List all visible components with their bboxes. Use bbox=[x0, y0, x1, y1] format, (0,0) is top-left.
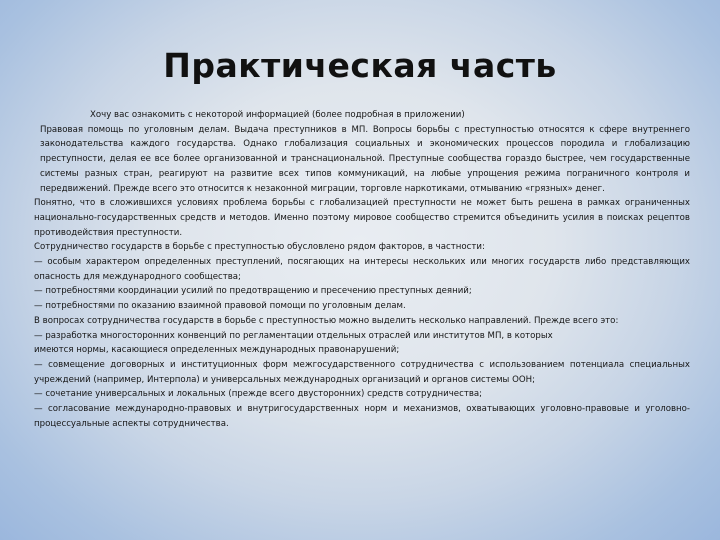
list-item: — особым характером определенных преступлений, посягающих на интересы нескольких или многих государств либо представляющих опасность для международного сообщества; bbox=[34, 257, 690, 282]
paragraph: Правовая помощь по уголовным делам. Выдача преступников в МП. Вопросы борьбы с преступностью относятся к сфере внутреннего законодательства каждого государства. Однако глобализация социальных и экономических процессов породила и глобализацию преступности, делая ее все более организованной и транснациональной. Преступные сообщества гораздо быстрее, чем государственные системы разных стран, реагируют на развитие всех типов коммуникаций, на любые упрощения режима пограничного контроля и передвижений. Прежде всего это относится к незаконной миграции, торговле наркотиками, отмыванию «грязных» денег. bbox=[40, 124, 690, 194]
paragraph: Сотрудничество государств в борьбе с преступностью обусловлено рядом факторов, в частности: bbox=[34, 242, 485, 253]
intro-line: Хочу вас ознакомить с некоторой информацией (более подробная в приложении) bbox=[90, 110, 465, 120]
list-item: — разработка многосторонних конвенций по регламентации отдельных отраслей или институтов МП, в которых bbox=[34, 330, 553, 341]
list-item: — согласование международно-правовых и внутригосударственных норм и механизмов, охватывающих уголовно-правовые и уголовно-процессуальные аспекты сотрудничества. bbox=[34, 404, 690, 429]
list-item-continuation: имеются нормы, касающиеся определенных международных правонарушений; bbox=[34, 345, 400, 356]
paragraph: В вопросах сотрудничества государств в борьбе с преступностью можно выделить несколько направлений. Прежде всего это: bbox=[34, 315, 619, 326]
list-item: — сочетание универсальных и локальных (прежде всего двусторонних) средств сотрудничества; bbox=[34, 389, 483, 400]
slide-body bbox=[34, 108, 690, 431]
list-item: — потребностями по оказанию взаимной правовой помощи по уголовным делам. bbox=[34, 301, 406, 312]
slide-title: Практическая часть bbox=[163, 46, 557, 85]
list-item: — совмещение договорных и институционных форм межгосударственного сотрудничества с использованием потенциала специальных учреждений (например, Интерпола) и универсальных международных организаций и органов системы ООН; bbox=[34, 359, 690, 385]
list-item: — потребностями координации усилий по предотвращению и пресечению преступных деяний; bbox=[34, 286, 472, 297]
paragraph: Понятно, что в сложившихся условиях проблема борьбы с глобализацией преступности не может быть решена в рамках ограниченных национально-государственных средств и методов. Именно поэтому мировое сообщество стремится объединить усилия в поисках рецептов противодействия преступности. bbox=[34, 198, 690, 238]
